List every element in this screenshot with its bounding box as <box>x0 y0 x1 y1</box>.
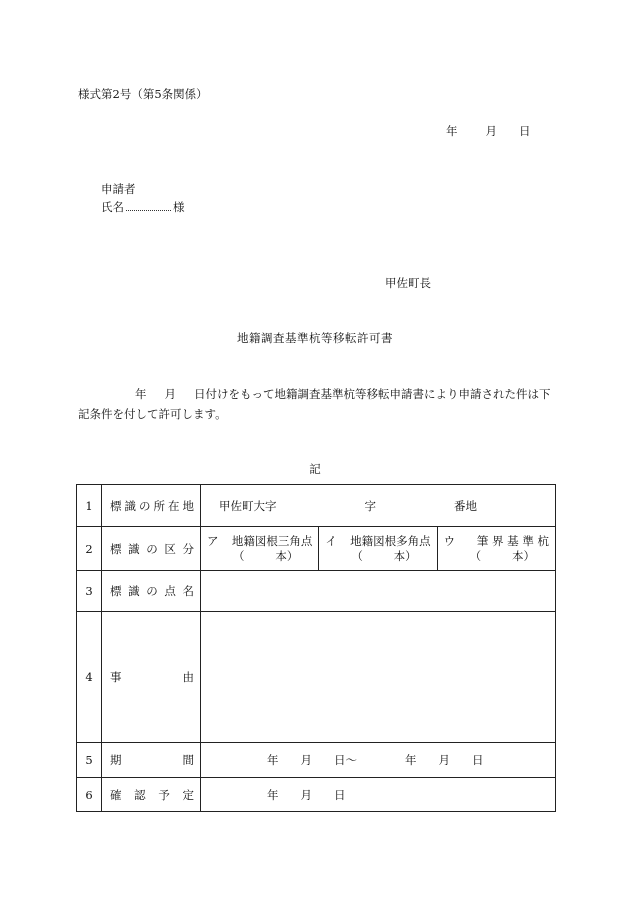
label-char: 名 <box>182 584 194 598</box>
name-label: 氏名 <box>101 200 124 214</box>
category-open: （ <box>469 548 482 563</box>
category-option <box>319 527 437 570</box>
label-char: 事 <box>110 670 122 684</box>
row-number: 1 <box>77 485 102 527</box>
reason-cell <box>201 612 556 743</box>
applicant-name-line <box>101 199 185 215</box>
label-char: 地 <box>182 498 194 513</box>
date-day: 日 <box>519 124 531 138</box>
category-unit: 本） <box>393 548 417 563</box>
period-month-end: 月 <box>438 753 450 767</box>
category-option <box>438 527 555 570</box>
category-name: 地籍図根三角点 <box>231 533 313 548</box>
category-option <box>201 527 319 570</box>
category-open: （ <box>351 548 363 563</box>
location-cell <box>201 485 556 527</box>
body-statement: 日付けをもって地籍調査基準杭等移転申請書により申請された件は下記条件を付して許可します。 <box>78 387 551 421</box>
location-town: 甲佐町大字 <box>219 498 277 513</box>
label-char: 識 <box>128 584 140 598</box>
table-row <box>77 778 556 812</box>
period-year-start: 年 <box>267 753 279 767</box>
period-month-start: 月 <box>300 753 312 767</box>
row-number: 4 <box>77 612 102 743</box>
body-year: 年 <box>135 387 147 401</box>
permit-table <box>76 484 556 812</box>
label-char: 由 <box>182 670 194 684</box>
form-number: 様式第2号（第5条関係） <box>78 87 208 101</box>
period-day-start: 日～ <box>334 753 357 767</box>
category-letter: イ <box>325 533 337 548</box>
label-char: 区 <box>164 541 176 556</box>
body-text <box>78 384 558 424</box>
label-char: 予 <box>158 787 170 802</box>
period-day-end: 日 <box>472 753 484 767</box>
row-label <box>102 527 201 571</box>
table-row <box>77 612 556 743</box>
period-cell <box>201 743 556 778</box>
label-char: の <box>146 541 158 556</box>
confirm-month: 月 <box>300 787 312 802</box>
table-row <box>77 485 556 527</box>
label-char: 認 <box>134 787 146 802</box>
ki-heading: 記 <box>309 462 321 476</box>
category-name: 地籍図根多角点 <box>350 533 431 548</box>
confirm-cell <box>201 778 556 812</box>
label-char: 点 <box>164 584 176 598</box>
period-year-end: 年 <box>405 753 417 767</box>
category-letter: ウ <box>443 533 456 548</box>
label-char: 分 <box>182 541 194 556</box>
row-label <box>102 743 201 778</box>
issuer: 甲佐町長 <box>385 276 431 290</box>
date-year: 年 <box>446 124 458 138</box>
body-month: 月 <box>164 387 176 401</box>
label-char: 標 <box>110 584 122 598</box>
location-aza: 字 <box>364 498 376 513</box>
name-blank <box>126 202 171 211</box>
label-char: 識 <box>128 541 140 556</box>
confirm-year: 年 <box>267 787 279 802</box>
label-char: 所 <box>153 498 165 513</box>
table-row <box>77 743 556 778</box>
label-char: 識 <box>124 498 136 513</box>
point-name-cell <box>201 571 556 612</box>
table-row <box>77 571 556 612</box>
row-number: 2 <box>77 527 102 571</box>
honorific: 様 <box>173 200 185 214</box>
category-unit: 本） <box>511 548 535 563</box>
category-open: （ <box>233 548 245 563</box>
document-title: 地籍調査基準杭等移転許可書 <box>237 331 393 345</box>
category-unit: 本） <box>275 548 299 563</box>
row-number: 3 <box>77 571 102 612</box>
label-char: 標 <box>110 541 122 556</box>
label-char: の <box>146 584 158 598</box>
row-label <box>102 612 201 743</box>
category-cell <box>201 527 556 571</box>
label-char: 期 <box>110 753 122 767</box>
label-char: 定 <box>182 787 194 802</box>
confirm-day: 日 <box>334 787 346 802</box>
location-banchi: 番地 <box>454 498 477 513</box>
category-letter: ア <box>207 533 219 548</box>
row-label <box>102 778 201 812</box>
issue-date <box>446 123 531 139</box>
table-row <box>77 527 556 571</box>
row-label <box>102 571 201 612</box>
category-name: 筆 界 基 準 杭 <box>476 533 549 548</box>
applicant-label: 申請者 <box>101 182 136 196</box>
row-number: 6 <box>77 778 102 812</box>
label-char: の <box>139 498 151 513</box>
row-label <box>102 485 201 527</box>
label-char: 間 <box>182 753 194 767</box>
label-char: 在 <box>168 498 180 513</box>
label-char: 確 <box>110 787 122 802</box>
row-number: 5 <box>77 743 102 778</box>
date-month: 月 <box>485 124 497 138</box>
label-char: 標 <box>110 498 122 513</box>
